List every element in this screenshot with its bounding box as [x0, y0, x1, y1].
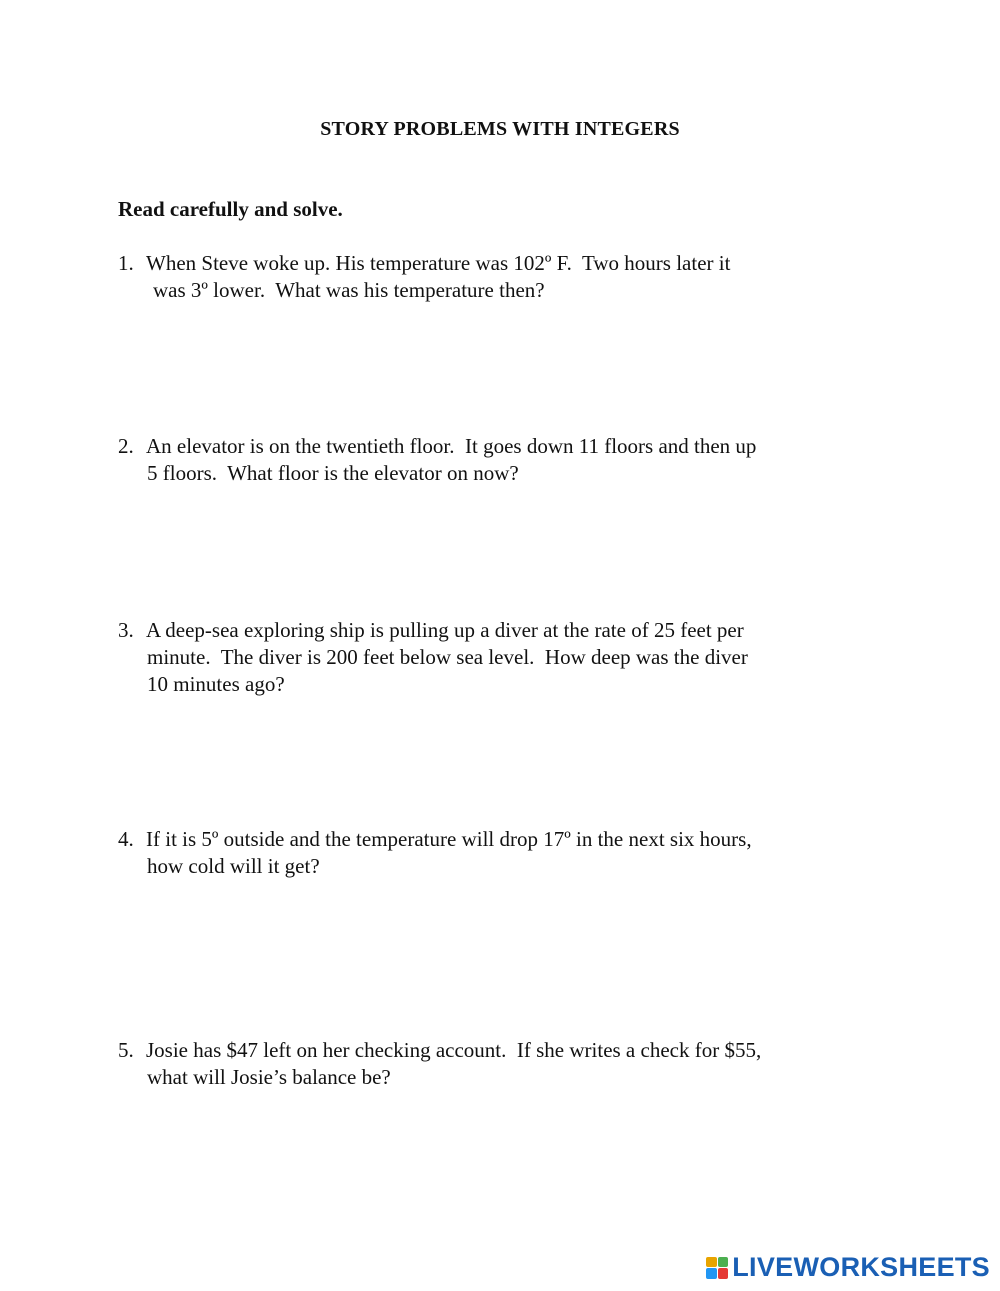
liveworksheets-watermark	[706, 1252, 990, 1283]
problem-1	[118, 250, 838, 304]
brand-name: LIVEWORKSHEETS	[732, 1252, 990, 1282]
problem-line	[118, 1037, 838, 1064]
problem-number: 4.	[118, 827, 134, 851]
problem-text: Josie has $47 left on her checking account. If she writes a check for $55,	[146, 1038, 762, 1062]
problem-line	[118, 433, 838, 460]
problem-number: 5.	[118, 1038, 134, 1062]
logo-block-1	[706, 1257, 717, 1268]
liveworksheets-logo-icon	[706, 1257, 728, 1279]
problem-number: 1.	[118, 251, 134, 275]
logo-block-3	[706, 1268, 717, 1279]
problem-line	[118, 826, 838, 853]
problem-text: minute. The diver is 200 feet below sea level. How deep was the diver	[147, 645, 748, 669]
instructions: Read carefully and solve.	[118, 197, 343, 221]
page-title: STORY PROBLEMS WITH INTEGERS	[320, 118, 680, 140]
problem-text: 5 floors. What floor is the elevator on now?	[147, 461, 519, 485]
problem-line	[118, 250, 838, 277]
problem-text: A deep-sea exploring ship is pulling up a diver at the rate of 25 feet per	[146, 618, 744, 642]
problem-number: 3.	[118, 618, 134, 642]
problem-text: 10 minutes ago?	[147, 672, 285, 696]
problem-text: An elevator is on the twentieth floor. It goes down 11 floors and then up	[146, 434, 757, 458]
problem-text: what will Josie’s balance be?	[147, 1065, 391, 1089]
problem-number: 2.	[118, 434, 134, 458]
problem-line	[118, 617, 838, 644]
problem-2	[118, 433, 838, 487]
problem-text: how cold will it get?	[147, 854, 320, 878]
problem-text: When Steve woke up. His temperature was 102º F. Two hours later it	[146, 251, 731, 275]
problem-3	[118, 617, 838, 698]
problem-text: was 3º lower. What was his temperature then?	[153, 278, 545, 302]
problem-4	[118, 826, 838, 880]
problem-5	[118, 1037, 838, 1091]
logo-block-2	[718, 1257, 729, 1268]
logo-block-4	[718, 1268, 729, 1279]
problem-text: If it is 5º outside and the temperature will drop 17º in the next six hours,	[146, 827, 752, 851]
